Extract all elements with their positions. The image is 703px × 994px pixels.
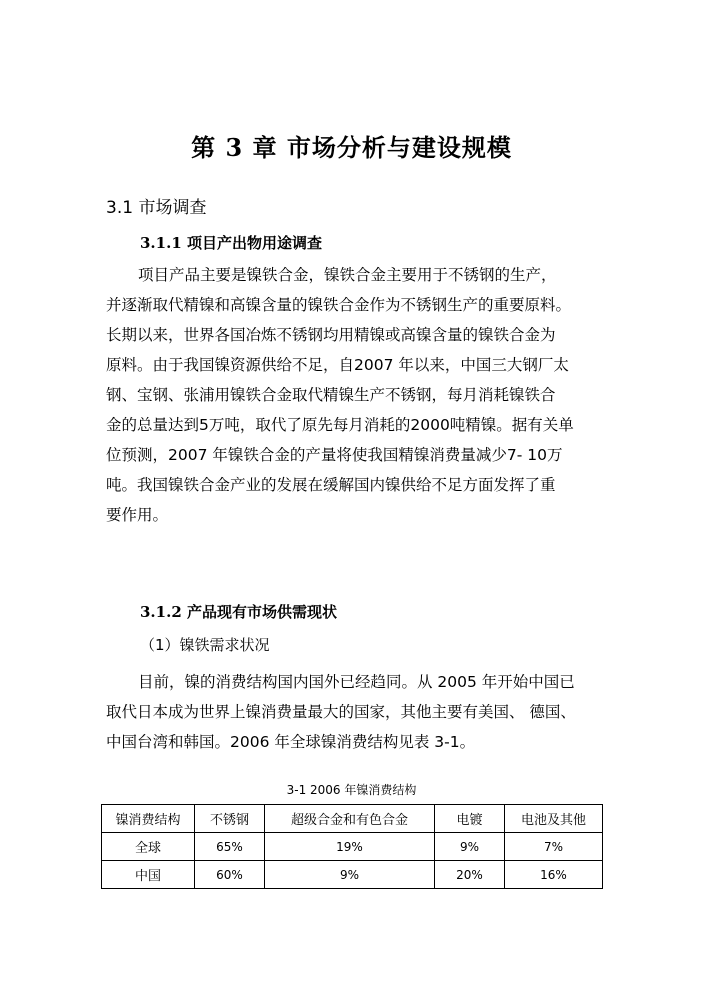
table-caption: 3-1 2006 年镍消费结构 bbox=[286, 783, 417, 797]
paragraph-line: 目前，镍的消费结构国内国外已经趋同。从 2005 年开始中国已 bbox=[138, 673, 575, 691]
subsection-heading-usage: 3.1.1 项目产出物用途调查 bbox=[140, 234, 322, 252]
table-header-cell: 不锈钢 bbox=[195, 805, 265, 833]
table-cell: 65% bbox=[195, 833, 265, 861]
table-cell: 19% bbox=[265, 833, 435, 861]
table-cell: 中国 bbox=[102, 861, 195, 889]
table-cell: 全球 bbox=[102, 833, 195, 861]
paragraph-line: 长期以来，世界各国冶炼不锈钢均用精镍或高镍含量的镍铁合金为 bbox=[106, 326, 556, 344]
table-cell: 9% bbox=[265, 861, 435, 889]
paragraph-line: 位预测，2007 年镍铁合金的产量将使我国精镍消费量减少7- 10万 bbox=[106, 446, 563, 464]
table-header-cell: 超级合金和有色合金 bbox=[265, 805, 435, 833]
paragraph-line: 要作用。 bbox=[106, 506, 169, 524]
paragraph-line: 并逐渐取代精镍和高镍含量的镍铁合金作为不锈钢生产的重要原料。 bbox=[106, 296, 572, 314]
table-cell: 7% bbox=[505, 833, 603, 861]
paragraph-demand bbox=[106, 667, 606, 757]
item-heading-demand: （1）镍铁需求状况 bbox=[140, 636, 270, 654]
table-cell: 60% bbox=[195, 861, 265, 889]
table-cell: 20% bbox=[435, 861, 505, 889]
table-header-row bbox=[102, 805, 603, 833]
section-heading: 3.1 市场调查 bbox=[106, 198, 207, 218]
paragraph-line: 项目产品主要是镍铁合金，镍铁合金主要用于不锈钢的生产， bbox=[138, 266, 557, 284]
table-header-cell: 电镀 bbox=[435, 805, 505, 833]
table-cell: 16% bbox=[505, 861, 603, 889]
subsection-heading-market: 3.1.2 产品现有市场供需现状 bbox=[140, 603, 337, 621]
paragraph-line: 钢、宝钢、张浦用镍铁合金取代精镍生产不锈钢，每月消耗镍铁合 bbox=[106, 386, 556, 404]
table-header-cell: 电池及其他 bbox=[505, 805, 603, 833]
table-header-cell: 镍消费结构 bbox=[102, 805, 195, 833]
paragraph-line: 吨。我国镍铁合金产业的发展在缓解国内镍供给不足方面发挥了重 bbox=[106, 476, 556, 494]
chapter-title: 第 3 章 市场分析与建设规模 bbox=[191, 133, 512, 162]
table-cell: 9% bbox=[435, 833, 505, 861]
paragraph-line: 金的总量达到5万吨，取代了原先每月消耗的2000吨精镍。据有关单 bbox=[106, 416, 574, 434]
paragraph-line: 取代日本成为世界上镍消费量最大的国家，其他主要有美国、 德国、 bbox=[106, 703, 576, 721]
table-row bbox=[102, 833, 603, 861]
paragraph-usage bbox=[106, 260, 606, 530]
consumption-table bbox=[101, 804, 603, 889]
paragraph-line: 中国台湾和韩国。2006 年全球镍消费结构见表 3-1。 bbox=[106, 733, 476, 751]
paragraph-line: 原料。由于我国镍资源供给不足，自2007 年以来，中国三大钢厂太 bbox=[106, 356, 569, 374]
table-row bbox=[102, 861, 603, 889]
